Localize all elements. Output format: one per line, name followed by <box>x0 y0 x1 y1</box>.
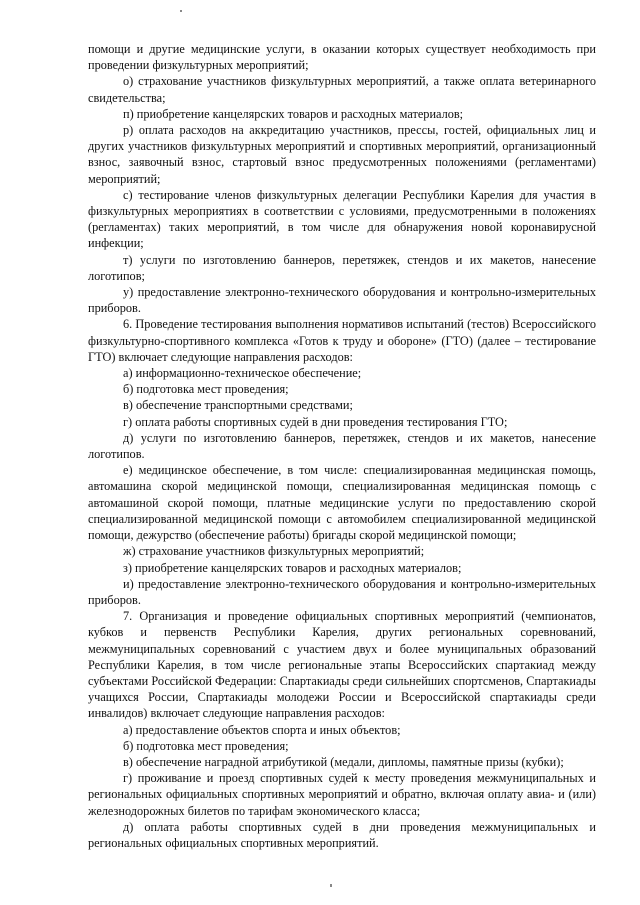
paragraph-s6-v: в) обеспечение транспортными средствами; <box>123 398 353 413</box>
paragraph-s6-g: г) оплата работы спортивных судей в дни проведения тестирования ГТО; <box>123 414 508 429</box>
paragraph-cont-intro: помощи и другие медицинские услуги, в оказании которых существует необходимость при проведении физкультурных мероприятий; <box>88 42 596 73</box>
paragraph-s7-a: а) предоставление объектов спорта и иных объектов; <box>123 722 401 737</box>
scan-speck <box>180 10 182 12</box>
paragraph-item-s: с) тестирование членов физкультурных делегации Республики Карелия для участия в физкультурных мероприятиях в соответствии с условиями, предусмотренными в положениях (регламентах) таких мероприятий, в том числе для обнаружения новой коронавирусной инфекции; <box>88 187 596 251</box>
paragraph-item-o: о) страхование участников физкультурных мероприятий, а также оплата ветеринарного свидетельства; <box>88 74 596 105</box>
paragraph-s7-b: б) подготовка мест проведения; <box>123 738 289 753</box>
paragraph-s7-v: в) обеспечение наградной атрибутикой (медали, дипломы, памятные призы (кубки); <box>123 754 564 769</box>
paragraph-item-t: т) услуги по изготовлению баннеров, перетяжек, стендов и их макетов, нанесение логотипов; <box>88 252 596 283</box>
paragraph-s6-i: и) предоставление электронно-технического оборудования и контрольно-измерительных приборов. <box>88 576 596 607</box>
paragraph-section-7: 7. Организация и проведение официальных спортивных мероприятий (чемпионатов, кубков и первенств Республики Карелия, других региональных соревнований, межмуниципальных соревнований с участием двух и более муниципальных образований Республики Карелия, в том числе региональные этапы Всероссийских спартакиад между субъектами Российской Федерации: Спартакиады среди сильнейших спортсменов, Спартакиады учащихся России, Спартакиады молодежи России и Всероссийской спартакиады среди инвалидов) включает следующие направления расходов: <box>88 609 596 721</box>
paragraph-item-u: у) предоставление электронно-технического оборудования и контрольно-измерительных приборов. <box>88 285 596 316</box>
paragraph-item-r: р) оплата расходов на аккредитацию участников, прессы, гостей, официальных лиц и других участников физкультурных мероприятий и спортивных мероприятий, организационный взнос, заявочный взнос, стартовый взнос предусмотренных положениями (регламентами) мероприятий; <box>88 123 596 186</box>
paragraph-s6-b: б) подготовка мест проведения; <box>123 382 289 397</box>
paragraph-section-6: 6. Проведение тестирования выполнения нормативов испытаний (тестов) Всероссийского физкультурно-спортивного комплекса «Готов к труду и обороне» (ГТО) (далее – тестирование ГТО) включает следующие направления расходов: <box>88 317 596 364</box>
scan-speck <box>330 884 332 887</box>
paragraph-item-p: п) приобретение канцелярских товаров и расходных материалов; <box>123 106 464 121</box>
paragraph-s7-g: г) проживание и проезд спортивных судей к месту проведения межмуниципальных и региональных официальных спортивных мероприятий и обратно, включая оплату авиа- и (или) железнодорожных билетов по тарифам экономического класса; <box>88 771 596 818</box>
paragraph-s6-a: а) информационно-техническое обеспечение; <box>123 366 362 381</box>
paragraph-s6-d: д) услуги по изготовлению баннеров, перетяжек, стендов и их макетов, нанесение логотипов. <box>88 430 596 462</box>
paragraph-s6-z: з) приобретение канцелярских товаров и расходных материалов; <box>123 560 462 575</box>
paragraph-s6-zh: ж) страхование участников физкультурных мероприятий; <box>123 544 425 559</box>
document-body <box>88 41 596 851</box>
paragraph-s7-d: д) оплата работы спортивных судей в дни проведения межмуниципальных и региональных официальных спортивных мероприятий. <box>88 819 596 850</box>
paragraph-s6-e: е) медицинское обеспечение, в том числе: специализированная медицинская помощь, автомашина скорой медицинской помощи, специализированная медицинская помощь с автомашиной скорой помощи, платные медицинские услуги по предоставлению скорой специализированной медицинской помощи с автомобилем специализированной медицинской помощи, дежурство (обеспечение работы) бригады скорой медицинской помощи; <box>88 463 596 543</box>
